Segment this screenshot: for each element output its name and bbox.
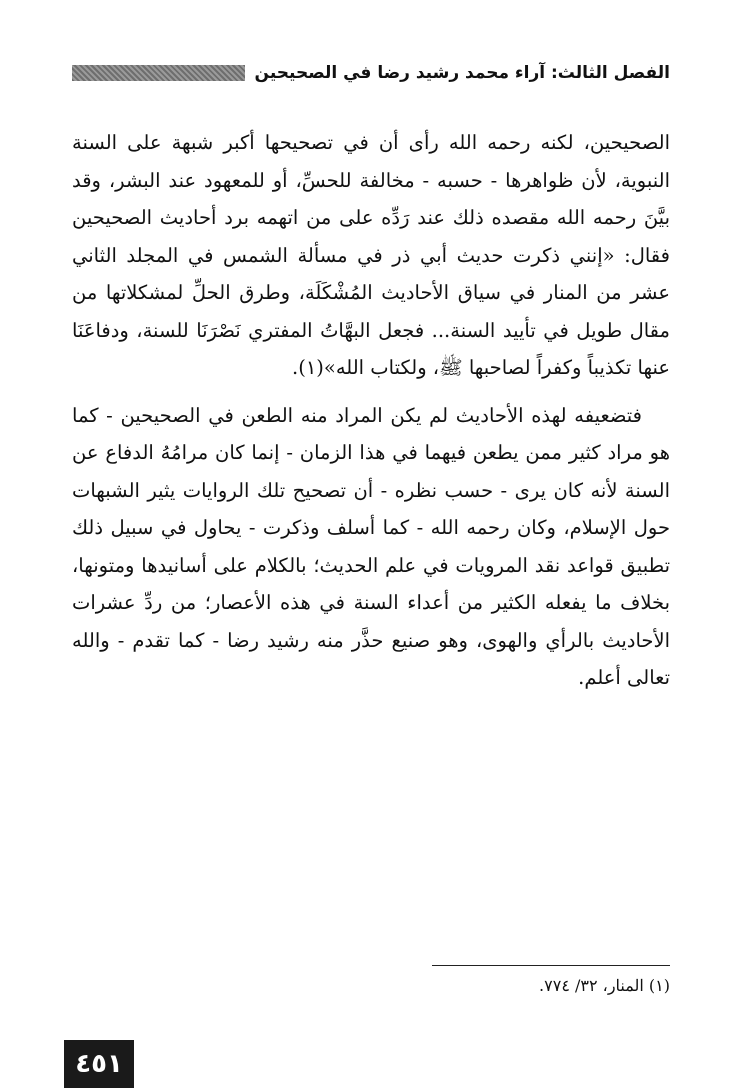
footnote: (١) المنار، ٣٢/ ٧٧٤. [539,976,670,995]
running-header [72,60,670,86]
chapter-title: الفصل الثالث: آراء محمد رشيد رضا في الصحيحين [254,63,670,83]
main-text [72,124,670,697]
paragraph: الصحيحين، لكنه رحمه الله رأى أن في تصحيحها أكبر شبهة على السنة النبوية، لأن ظواهرها - حسبه - مخالفة للحسِّ، أو للمعهود عند البشر، وقد بيَّنَ رحمه الله مقصده ذلك عند رَدِّه على من اتهمه برد أحاديث الصحيحين فقال: «إنني ذكرت حديث أبي ذر في مسألة الشمس في المجلد الثاني عشر من المنار في سياق الأحاديث المُشْكَلَة، وطرق الحلِّ لمشكلاتها من مقال طويل في تأييد السنة... فجعل البهَّاتُ المفتري نَصْرَنَا للسنة، ودفاعَنَا عنها تكذيباً وكفراً لصاحبها ﷺ، ولكتاب الله»(١). [72,131,670,379]
page-number: ٤٥١ [64,1040,134,1088]
header-decorative-bar [72,65,245,81]
paragraph: فتضعيفه لهذه الأحاديث لم يكن المراد منه الطعن في الصحيحين - كما هو مراد كثير ممن يطعن فيهما في هذا الزمان - إنما كان مرامُهُ الدفاع عن السنة لأنه كان يرى - حسب نظره - أن تصحيح تلك الروايات يثير الشبهات حول الإسلام، وكان رحمه الله - كما أسلف وذكرت - يحاول في سبيل ذلك تطبيق قواعد نقد المرويات في علم الحديث؛ بالكلام على أسانيدها ومتونها، بخلاف ما يفعله الكثير من أعداء السنة في هذه الأعصار؛ من ردِّ عشرات الأحاديث بالرأي والهوى، وهو صنيع حذَّر منه رشيد رضا - كما تقدم - والله تعالى أعلم. [72,403,670,689]
footnote-separator [432,965,670,966]
